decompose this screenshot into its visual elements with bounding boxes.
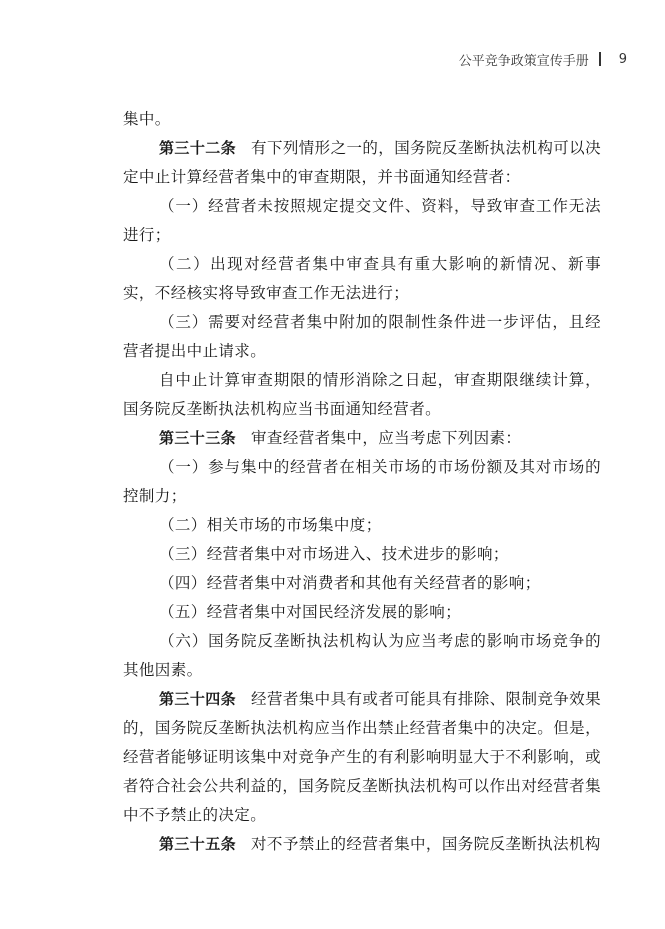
paragraph-text: 审查经营者集中，应当考虑下列因素：: [251, 429, 522, 447]
article-number: 第三十五条: [159, 835, 237, 853]
paragraph: [123, 105, 601, 134]
list-item: [123, 627, 601, 685]
article-paragraph: [123, 134, 601, 192]
article-number: 第三十四条: [159, 690, 237, 708]
article-number: 第三十三条: [159, 429, 237, 447]
paragraph-text: 有下列情形之一的，国务院反垄断执法机构可以决定中止计算经营者集中的审查期限，并书面通知经营者：: [123, 139, 601, 186]
list-item: [123, 308, 601, 366]
paragraph: [123, 366, 601, 424]
paragraph-text: （一）参与集中的经营者在相关市场的市场份额及其对市场的控制力；: [123, 458, 601, 505]
list-item: [123, 569, 601, 598]
article-paragraph: [123, 424, 601, 453]
paragraph-text: （三）经营者集中对市场进入、技术进步的影响；: [159, 545, 509, 563]
paragraph-text: 集中。: [123, 110, 171, 128]
paragraph-text: （二）相关市场的市场集中度；: [159, 516, 382, 534]
paragraph-text: 对不予禁止的经营者集中，国务院反垄断执法机构: [251, 835, 601, 853]
page-number: 9: [618, 51, 627, 67]
paragraph-text: （六）国务院反垄断执法机构认为应当考虑的影响市场竞争的其他因素。: [123, 632, 601, 679]
list-item: [123, 453, 601, 511]
paragraph-text: （二）出现对经营者集中审查具有重大影响的新情况、新事实，不经核实将导致审查工作无法进行；: [123, 255, 601, 302]
handbook-title: 公平竞争政策宣传手册: [458, 53, 589, 69]
list-item: [123, 192, 601, 250]
paragraph-text: （四）经营者集中对消费者和其他有关经营者的影响；: [159, 574, 541, 592]
article-paragraph: [123, 685, 601, 830]
article-paragraph: [123, 830, 601, 859]
list-item: [123, 598, 601, 627]
list-item: [123, 250, 601, 308]
running-header: [459, 49, 627, 69]
paragraph-text: 自中止计算审查期限的情形消除之日起，审查期限继续计算，国务院反垄断执法机构应当书面通知经营者。: [123, 371, 601, 418]
paragraph-text: （五）经营者集中对国民经济发展的影响；: [159, 603, 462, 621]
body-text: [123, 105, 601, 859]
list-item: [123, 540, 601, 569]
header-divider: [599, 52, 601, 66]
paragraph-text: （一）经营者未按照规定提交文件、资料，导致审查工作无法进行；: [123, 197, 601, 244]
article-number: 第三十二条: [159, 139, 237, 157]
list-item: [123, 511, 601, 540]
paragraph-text: 经营者集中具有或者可能具有排除、限制竞争效果的，国务院反垄断执法机构应当作出禁止经营者集中的决定。但是，经营者能够证明该集中对竞争产生的有利影响明显大于不利影响，或者符合社会公共利益的，国务院反垄断执法机构可以作出对经营者集中不予禁止的决定。: [123, 690, 601, 824]
paragraph-text: （三）需要对经营者集中附加的限制性条件进一步评估，且经营者提出中止请求。: [123, 313, 601, 360]
